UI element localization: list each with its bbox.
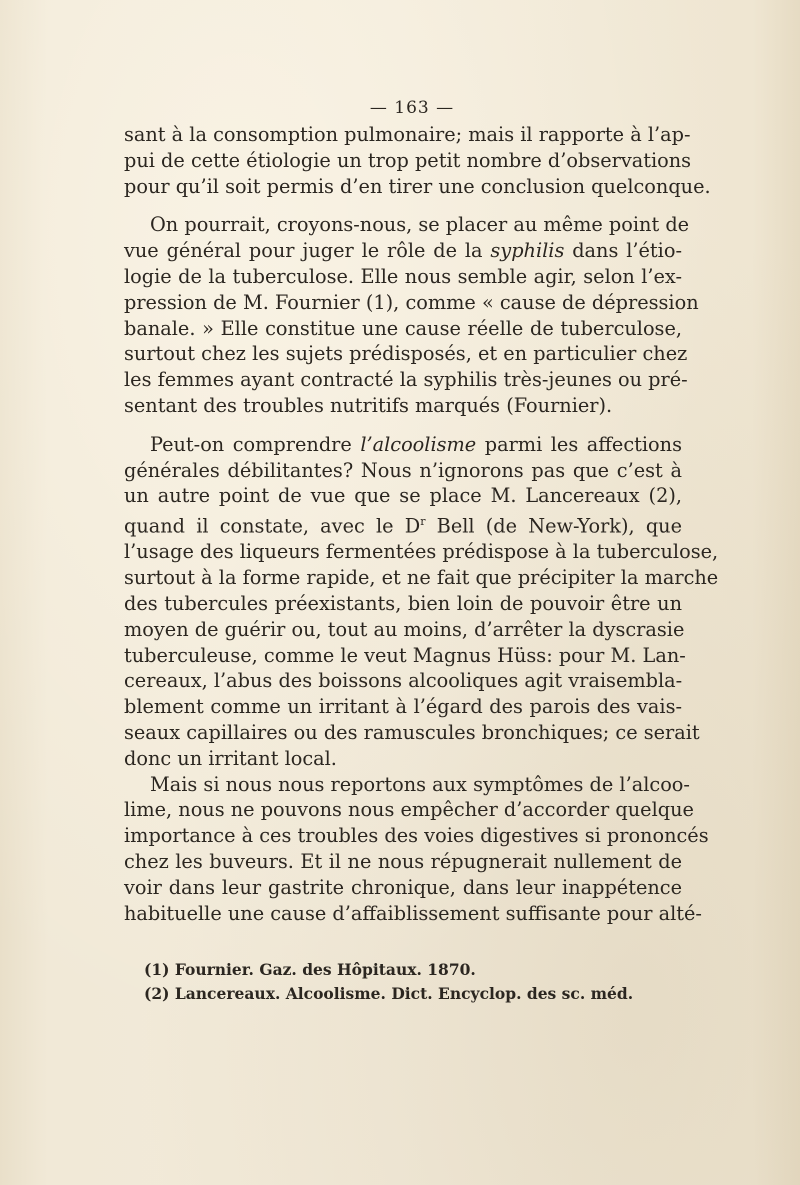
text-line: On pourrait, croyons-nous, se placer au même point de: [150, 213, 690, 237]
text-line: seaux capillaires ou des ramuscules bronchiques; ce serait: [124, 720, 700, 744]
footnote: (1) Fournier. Gaz. des Hôpitaux. 1870.: [144, 960, 476, 979]
text-line: cereaux, l’abus des boissons alcooliques agit vraisembla-: [124, 669, 683, 693]
text-line: les femmes ayant contracté la syphilis très-jeunes ou pré-: [124, 368, 688, 392]
text-span: Bell (de New-York), que: [436, 514, 682, 538]
text-span: Peut-on comprendre: [150, 432, 352, 456]
text-line: importance à ces troubles des voies digestives si prononcés: [124, 824, 709, 848]
text-line: lime, nous ne pouvons nous empêcher d’accorder quelque: [124, 798, 694, 822]
text-line: chez les buveurs. Et il ne nous répugnerait nullement de: [124, 849, 682, 873]
text-line: pui de cette étiologie un trop petit nombre d’observations: [124, 148, 692, 172]
text-line: surtout à la forme rapide, et ne fait que précipiter la marche: [124, 566, 719, 590]
text-line: tuberculeuse, comme le veut Magnus Hüss: pour M. Lan-: [124, 643, 686, 667]
text-line: un autre point de vue que se place M. Lancereaux (2),: [124, 484, 682, 508]
text-line: logie de la tuberculose. Elle nous semble agir, selon l’ex-: [124, 264, 682, 288]
text-span: parmi les affections: [484, 432, 682, 456]
text-line: Mais si nous nous reportons aux symptômes de l’alcoo-: [150, 772, 690, 796]
paragraph-1: [124, 122, 711, 199]
paragraph-2: [124, 212, 699, 418]
paragraph-3: [124, 432, 719, 772]
text-line: moyen de guérir ou, tout au moins, d’arrêter la dyscrasie: [124, 617, 685, 641]
text-line-with-superscript: [124, 509, 682, 539]
italic-term: l’alcoolisme: [360, 432, 477, 456]
text-line: surtout chez les sujets prédisposés, et en particulier chez: [124, 342, 688, 366]
text-line: pour qu’il soit permis d’en tirer une conclusion quelconque.: [124, 174, 711, 198]
text-line: voir dans leur gastrite chronique, dans leur inappétence: [124, 875, 682, 899]
page-number: — 163 —: [369, 98, 455, 118]
text-line: habituelle une cause d’affaiblissement suffisante pour alté-: [124, 901, 702, 925]
text-line: des tubercules préexistants, bien loin de pouvoir être un: [124, 591, 682, 615]
paragraph-4: [124, 772, 709, 927]
footnotes: [144, 958, 633, 1006]
text-line: pression de M. Fournier (1), comme « cause de dépression: [124, 290, 699, 314]
text-line: l’usage des liqueurs fermentées prédispose à la tuberculose,: [124, 540, 719, 564]
body-text: [124, 122, 719, 926]
footnote: (2) Lancereaux. Alcoolisme. Dict. Encyclop. des sc. méd.: [144, 984, 634, 1003]
superscript: r: [420, 515, 426, 529]
text-line: générales débilitantes? Nous n’ignorons pas que c’est à: [124, 458, 682, 482]
text-span: vue général pour juger le rôle de la: [124, 239, 483, 263]
text-line: blement comme un irritant à l’égard des parois des vais-: [124, 695, 682, 719]
text-line: banale. » Elle constitue une cause réelle de tuberculose,: [124, 316, 682, 340]
text-line: sentant des troubles nutritifs marqués (Fournier).: [124, 393, 613, 417]
text-line: sant à la consomption pulmonaire; mais il rapporte à l’ap-: [124, 123, 691, 146]
text-line-with-italic: [124, 432, 682, 458]
text-span: dans l’étio-: [572, 239, 682, 263]
text-line: donc un irritant local.: [124, 746, 337, 770]
text-line-with-italic: [124, 238, 682, 264]
text-span: quand il constate, avec le D: [124, 514, 421, 538]
italic-term: syphilis: [490, 239, 565, 263]
